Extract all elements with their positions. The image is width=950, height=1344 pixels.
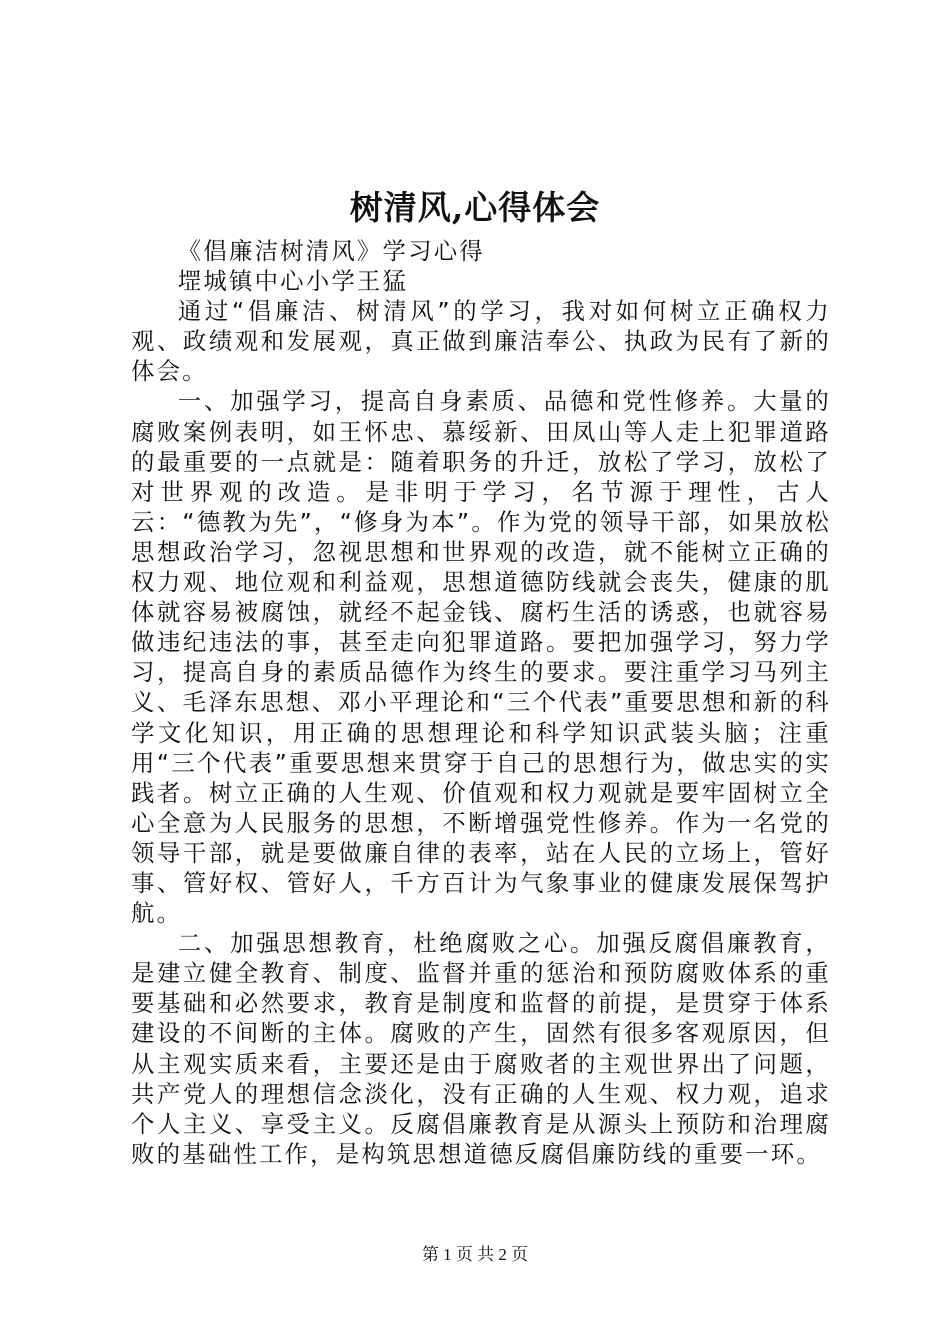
document-body: [131, 236, 831, 1169]
document-author: 堽城镇中心小学王猛: [177, 267, 409, 296]
document-subtitle: 《倡廉洁树清风》学习心得: [177, 237, 485, 265]
paragraph-section-one: 一、加强学习，提高自身素质、品德和党性修养。大量的腐败案例表明，如王怀忠、慕绥新、田凤山等人走上犯罪道路的最重要的一点就是：随着职务的升迁，放松了学习，放松了对世界观的改造。是非明于学习，名节源于理性，古人云：“德教为先”，“修身为本”。作为党的领导干部，如果放松思想政治学习，忽视思想和世界观的改造，就不能树立正确的权力观、地位观和利益观，思想道德防线就会丧失，健康的肌体就容易被腐蚀，就经不起金钱、腐朽生活的诱惑，也就容易做违纪违法的事，甚至走向犯罪道路。要把加强学习，努力学习，提高自身的素质品德作为终生的要求。要注重学习马列主义、毛泽东思想、邓小平理论和“三个代表”重要思想和新的科学文化知识，用正确的思想理论和科学知识武装头脑；注重用“三个代表”重要思想来贯穿于自己的思想行为，做忠实的实践者。树立正确的人生观、价值观和权力观就是要牢固树立全心全意为人民服务的思想，不断增强党性修养。作为一名党的领导干部，就是要做廉自律的表率，站在人民的立场上，管好事、管好权、管好人，千方百计为气象事业的健康发展保驾护航。: [131, 387, 831, 928]
page-number-footer: 第 1 页 共 2 页: [421, 1245, 529, 1264]
document-title: 树清风,心得体会: [349, 188, 601, 227]
paragraph-intro: 通过“倡廉洁、树清风”的学习，我对如何树立正确权力观、政绩观和发展观，真正做到廉洁奉公、执政为民有了新的体会。: [131, 297, 831, 386]
paragraph-section-two: 二、加强思想教育，杜绝腐败之心。加强反腐倡廉教育，是建立健全教育、制度、监督并重的惩治和预防腐败体系的重要基础和必然要求，教育是制度和监督的前提，是贯穿于体系建设的不间断的主体。腐败的产生，固然有很多客观原因，但从主观实质来看，主要还是由于腐败者的主观世界出了问题，共产党人的理想信念淡化，没有正确的人生观、权力观，追求个人主义、享受主义。反腐倡廉教育是从源头上预防和治理腐败的基础性工作，是构筑思想道德反腐倡廉防线的重要一环。: [131, 929, 831, 1168]
